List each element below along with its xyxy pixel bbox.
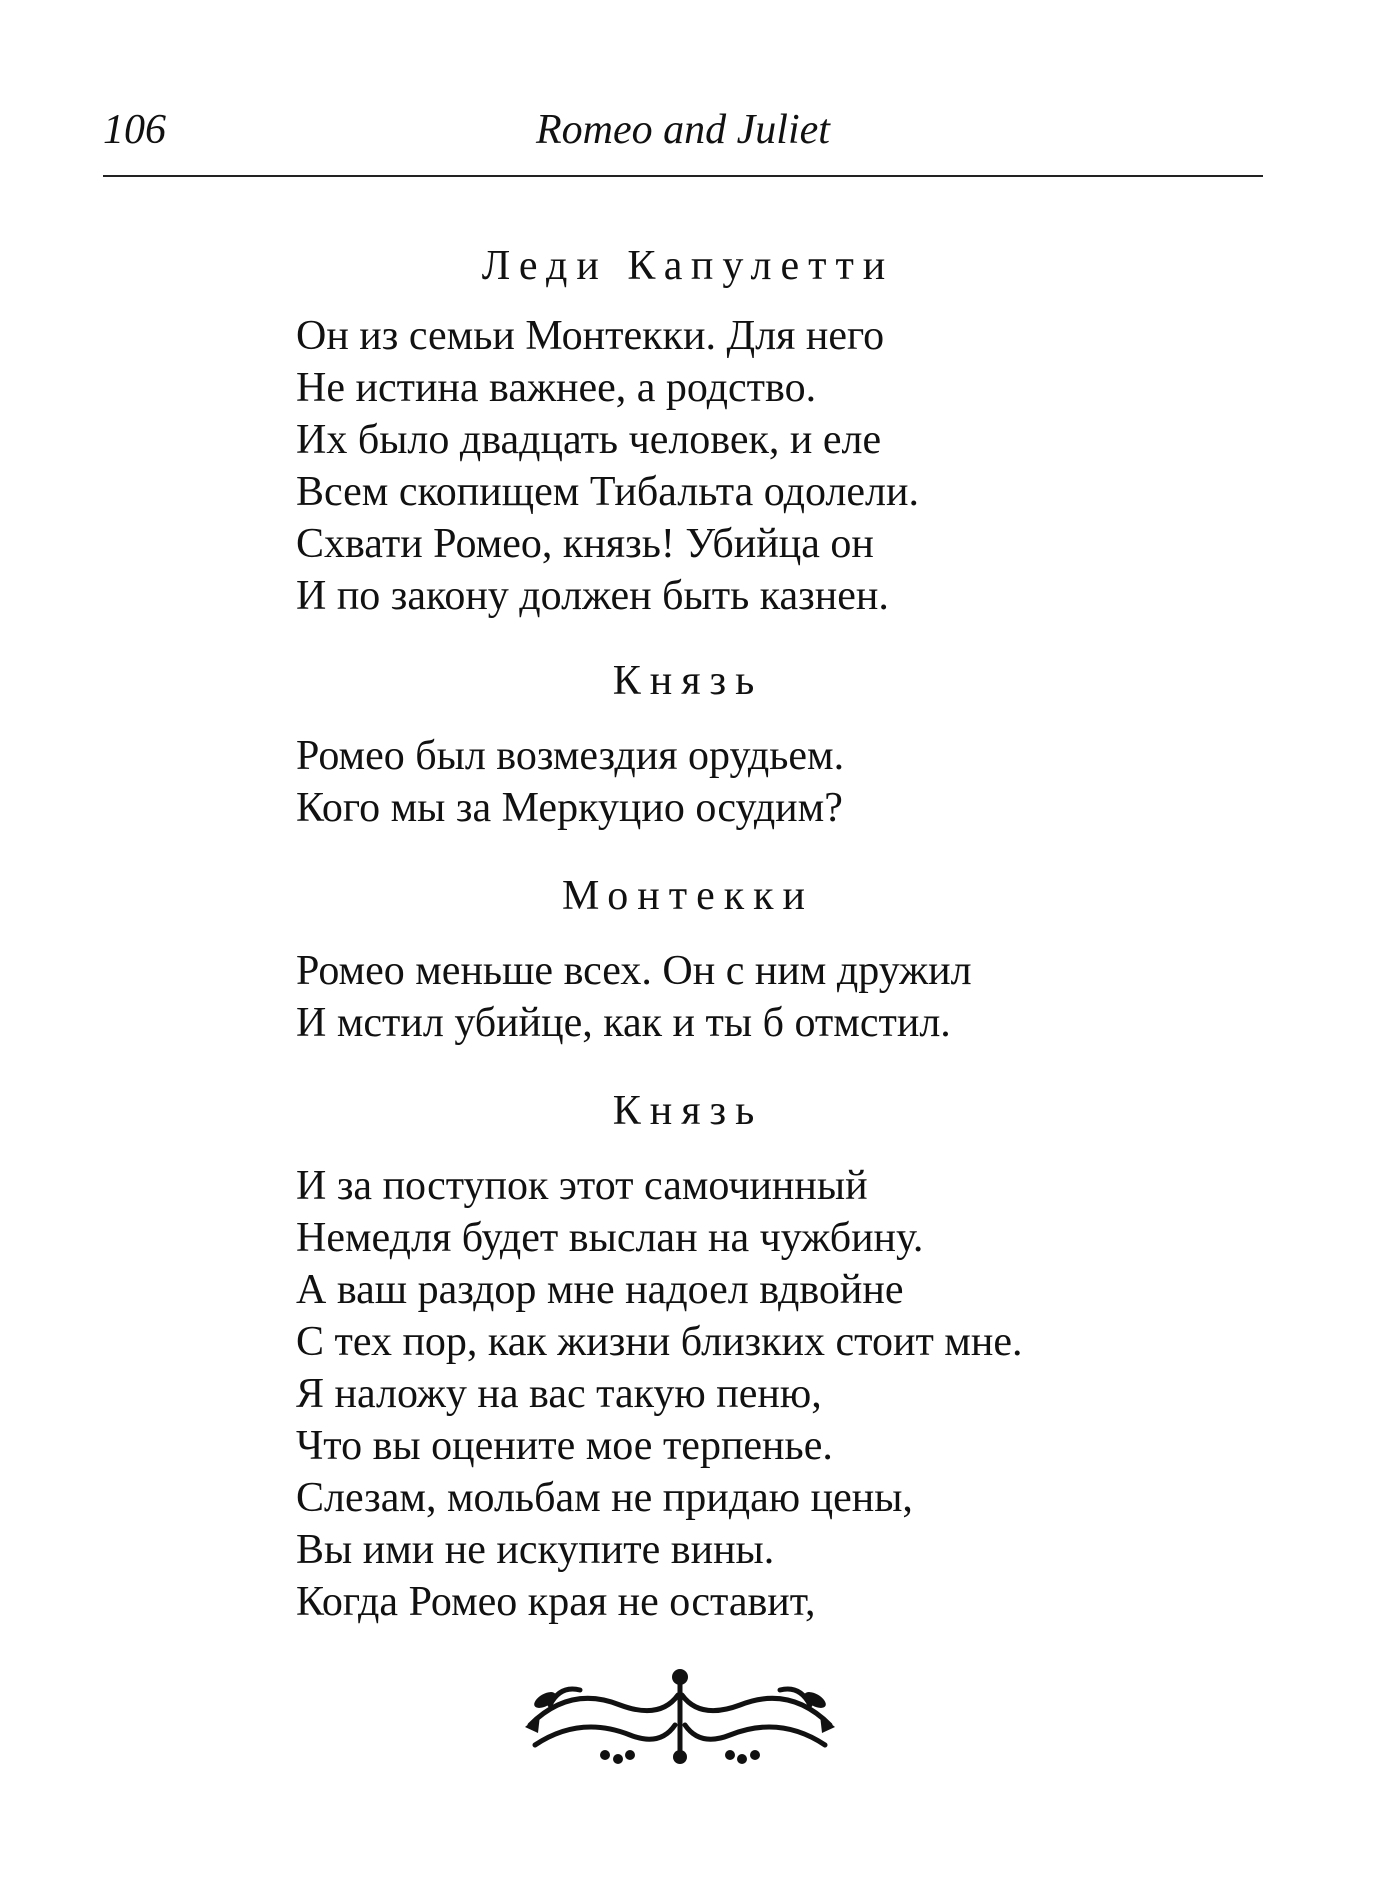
speaker-heading: [0, 870, 1376, 922]
speaker-heading: [0, 1085, 1376, 1137]
verse-line: Ромео был возмездия орудьем.: [296, 733, 845, 779]
verse-line: И по закону должен быть казнен.: [296, 573, 889, 619]
verse-line: Ромео меньше всех. Он с ним дружил: [296, 948, 972, 994]
speaker-name: Леди Капулетти: [481, 243, 895, 289]
verse-line: Всем скопищем Тибальта одолели.: [296, 469, 919, 515]
speaker-name: Князь: [612, 1088, 764, 1134]
verse-line: И за поступок этот самочинный: [296, 1163, 868, 1209]
verse-block: [296, 310, 919, 622]
verse-line: И мстил убийце, как и ты б отмстил.: [296, 1000, 951, 1046]
verse-block: [296, 945, 972, 1049]
speaker-heading: [0, 240, 1376, 292]
verse-line: С тех пор, как жизни близких стоит мне.: [296, 1319, 1023, 1365]
verse-line: Слезам, мольбам не придаю цены,: [296, 1475, 913, 1521]
verse-line: Вы ими не искупите вины.: [296, 1527, 775, 1573]
speaker-name: Монтекки: [561, 873, 815, 919]
verse-line: Я наложу на вас такую пеню,: [296, 1371, 822, 1417]
verse-line: Их было двадцать человек, и еле: [296, 417, 882, 463]
speaker-heading: [0, 655, 1376, 707]
verse-block: [296, 730, 844, 834]
verse-line: Схвати Ромео, князь! Убийца он: [296, 521, 874, 567]
verse-line: Что вы оцените мое терпенье.: [296, 1423, 833, 1469]
verse-line: Кого мы за Меркуцио осудим?: [296, 785, 843, 831]
page-number: 106: [103, 107, 166, 153]
running-title: Romeo and Juliet: [536, 107, 830, 153]
header-rule: [103, 175, 1263, 177]
speaker-name: Князь: [612, 658, 764, 704]
verse-line: Не истина важнее, а родство.: [296, 365, 817, 411]
page-header: [103, 100, 1263, 160]
tailpiece-ornament-icon: [510, 1655, 850, 1775]
verse-line: Когда Ромео края не оставит,: [296, 1579, 816, 1625]
verse-block: [296, 1160, 1023, 1628]
verse-line: Немедля будет выслан на чужбину.: [296, 1215, 924, 1261]
verse-line: Он из семьи Монтекки. Для него: [296, 313, 885, 359]
verse-line: А ваш раздор мне надоел вдвойне: [296, 1267, 904, 1313]
